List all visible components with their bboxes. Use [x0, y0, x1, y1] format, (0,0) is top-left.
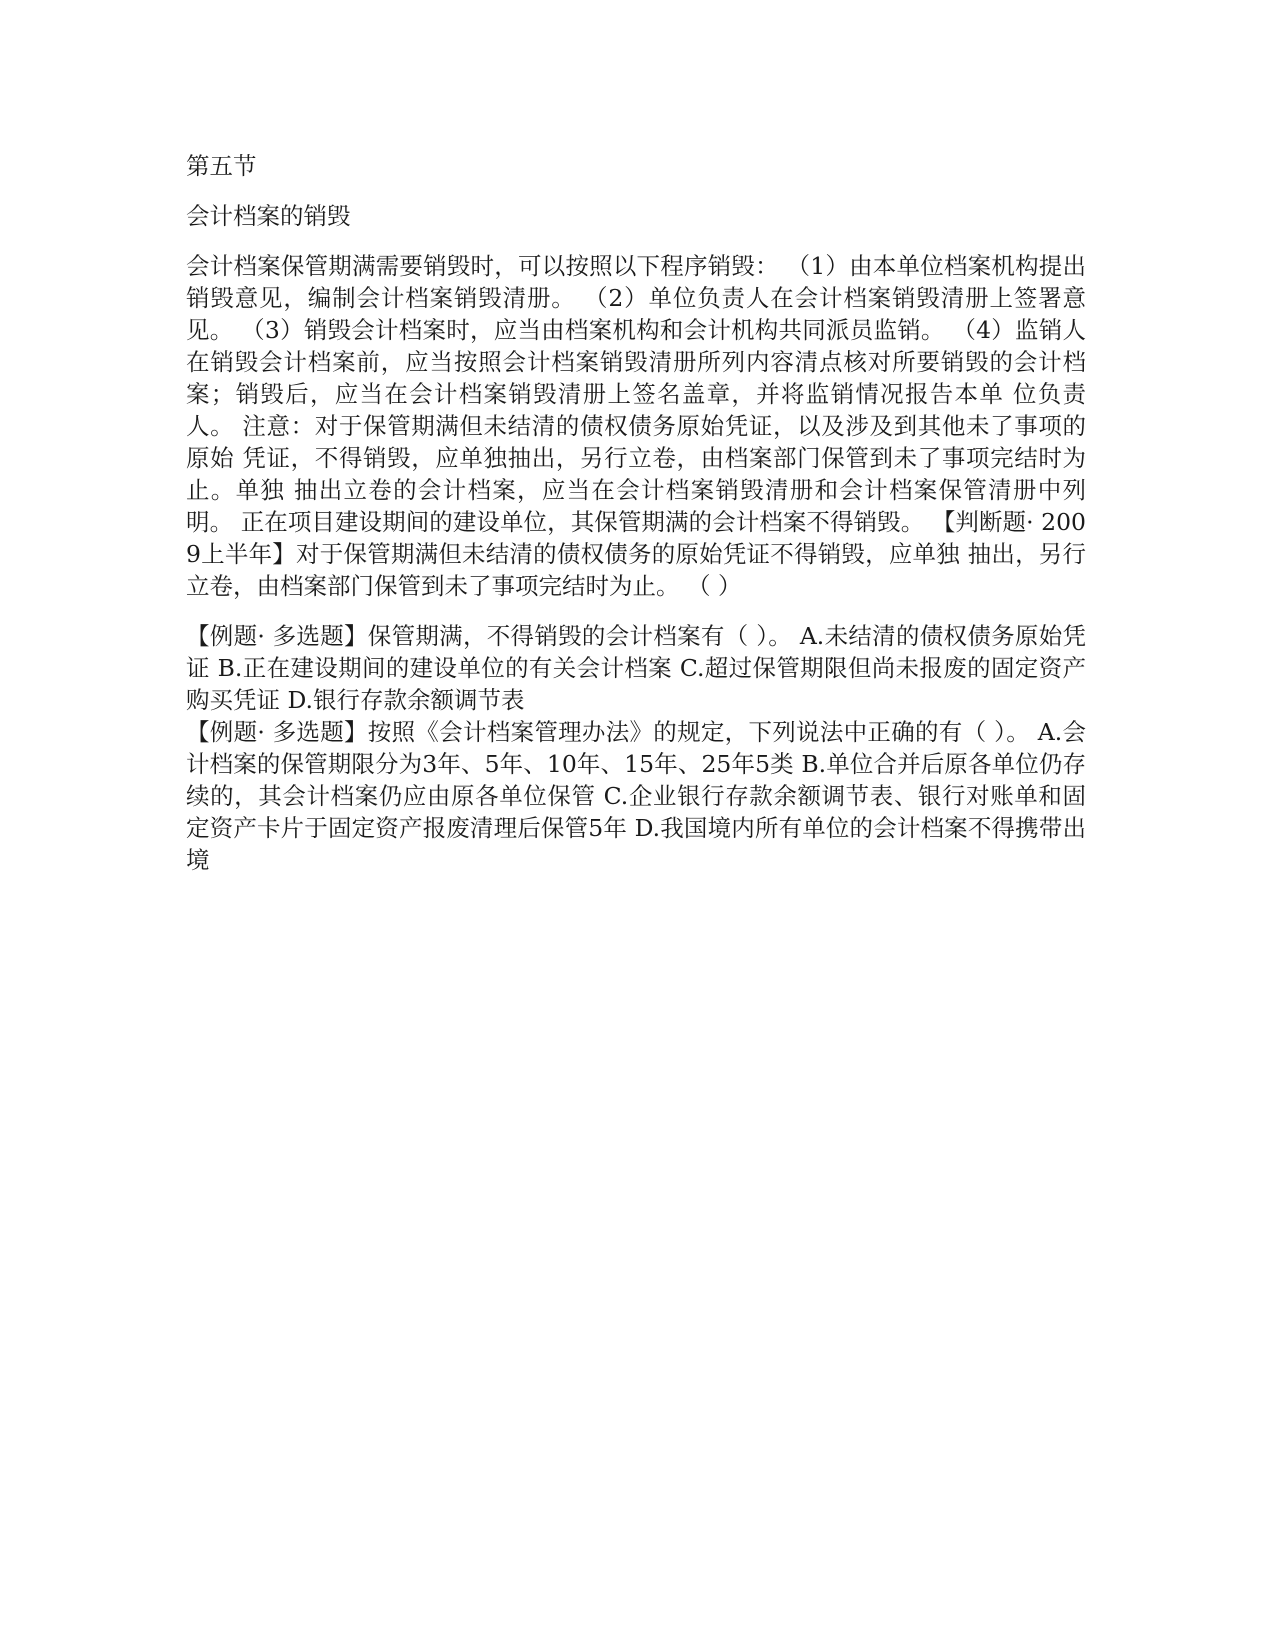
example-question-2: 【例题· 多选题】按照《会计档案管理办法》的规定，下列说法中正确的有（ ）。 A.会计档案的保管期限分为3年、5年、10年、15年、25年5类 B.单位合并后原各单位仍存续的，其会计档案仍应由原各单位保管 C.企业银行存款余额调节表、银行对账单和固定资产卡片于固定资产报废清理后保管5年 D.我国境内所有单位的会计档案不得携带出境: [186, 718, 1086, 874]
body-paragraph-destruction-procedure: 会计档案保管期满需要销毁时，可以按照以下程序销毁： （1）由本单位档案机构提出销毁意见，编制会计档案销毁清册。 （2）单位负责人在会计档案销毁清册上签署意见。 （3）销毁会计档案时，应当由档案机构和会计机构共同派员监销。 （4）监销人在销毁会计档案前，应当按照会计档案销毁清册所列内容清点核对所要销毁的会计档案；销毁后，应当在会计档案销毁清册上签名盖章，并将监销情况报告本单 位负责人。 注意：对于保管期满但未结清的债权债务原始凭证，以及涉及到其他未了事项的原始 凭证，不得销毁，应单独抽出，另行立卷，由档案部门保管到未了事项完结时为止。单独 抽出立卷的会计档案，应当在会计档案销毁清册和会计档案保管清册中列明。 正在项目建设期间的建设单位，其保管期满的会计档案不得销毁。 【判断题· 2009上半年】对于保管期满但未结清的债权债务的原始凭证不得销毁，应单独 抽出，另行立卷，由档案部门保管到未了事项完结时为止。 （ ）: [186, 252, 1086, 600]
section-title: 会计档案的销毁: [186, 202, 351, 230]
example-question-1: 【例题· 多选题】保管期满，不得销毁的会计档案有（ ）。 A.未结清的债权债务原始凭证 B.正在建设期间的建设单位的有关会计档案 C.超过保管期限但尚未报废的固定资产购买凭证 D.银行存款余额调节表: [186, 622, 1086, 714]
section-label: 第五节: [186, 152, 257, 180]
document-body: [186, 150, 1086, 876]
